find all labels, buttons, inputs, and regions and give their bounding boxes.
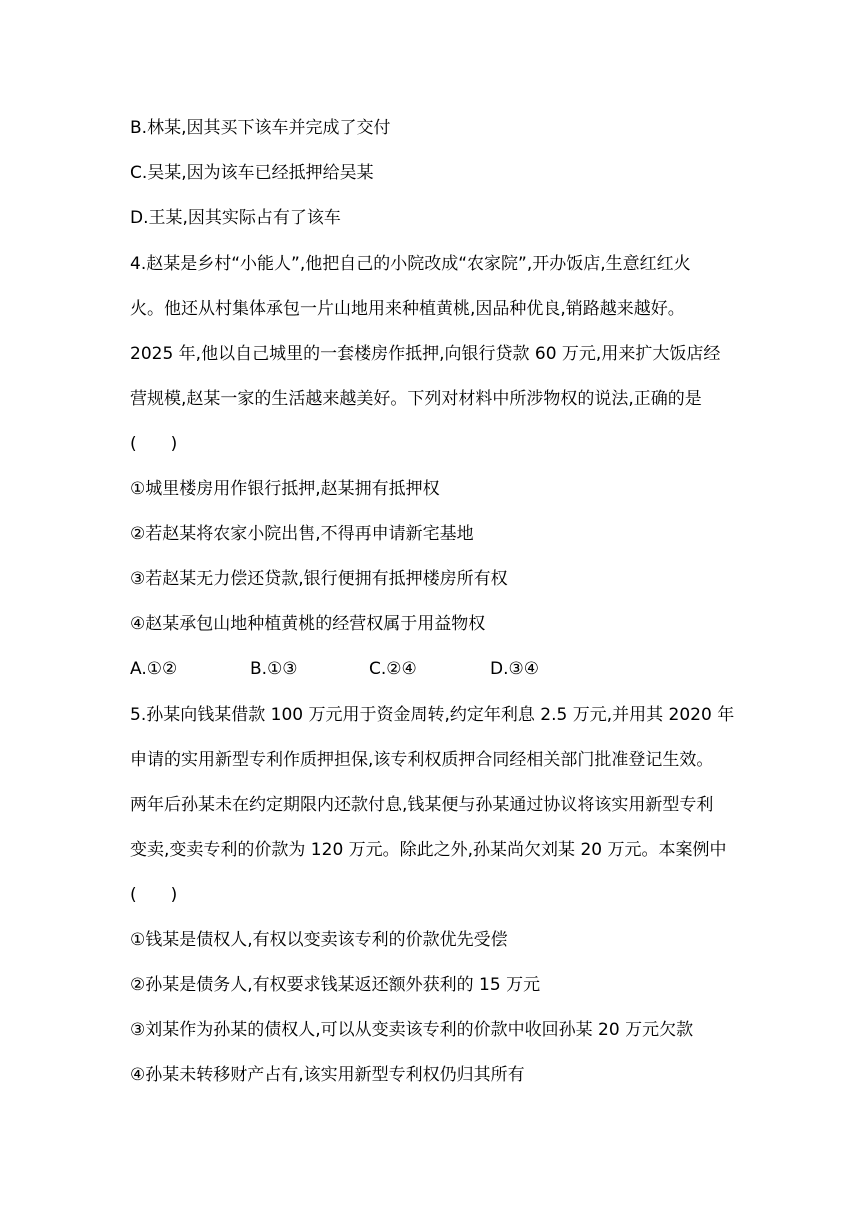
question-4-blank: ( ) bbox=[130, 434, 178, 454]
statement-2: ②若赵某将农家小院出售,不得再申请新宅基地 bbox=[130, 524, 474, 544]
q5-statement-3: ③刘某作为孙某的债权人,可以从变卖该专利的价款中收回孙某 20 万元欠款 bbox=[130, 1020, 694, 1040]
option-b-line: B.林某,因其买下该车并完成了交付 bbox=[130, 118, 391, 138]
question-5-line-2: 申请的实用新型专利作质押担保,该专利权质押合同经相关部门批准登记生效。 bbox=[130, 750, 714, 770]
q5-statement-2: ②孙某是债务人,有权要求钱某返还额外获利的 15 万元 bbox=[130, 975, 541, 995]
option-c-line: C.吴某,因为该车已经抵押给吴某 bbox=[130, 163, 374, 183]
question-5-line-4: 变卖,变卖专利的价款为 120 万元。除此之外,孙某尚欠刘某 20 万元。本案例中 bbox=[130, 840, 727, 860]
question-5-blank: ( ) bbox=[130, 885, 178, 905]
q5-statement-1: ①钱某是债权人,有权以变卖该专利的价款优先受偿 bbox=[130, 930, 508, 950]
statement-1: ①城里楼房用作银行抵押,赵某拥有抵押权 bbox=[130, 479, 440, 499]
q5-statement-4: ④孙某未转移财产占有,该实用新型专利权仍归其所有 bbox=[130, 1065, 525, 1085]
question-4-line-4: 营规模,赵某一家的生活越来越美好。下列对材料中所涉物权的说法,正确的是 bbox=[130, 389, 702, 409]
option-d-line: D.王某,因其实际占有了该车 bbox=[130, 208, 341, 228]
statement-4: ④赵某承包山地种植黄桃的经营权属于用益物权 bbox=[130, 614, 486, 634]
option-b: B.①③ bbox=[250, 659, 298, 679]
statement-3: ③若赵某无力偿还贷款,银行便拥有抵押楼房所有权 bbox=[130, 569, 508, 589]
option-d: D.③④ bbox=[490, 659, 539, 679]
question-5-line-3: 两年后孙某未在约定期限内还款付息,钱某便与孙某通过协议将该实用新型专利 bbox=[130, 795, 714, 815]
option-a: A.①② bbox=[130, 659, 178, 679]
question-4-line-3: 2025 年,他以自己城里的一套楼房作抵押,向银行贷款 60 万元,用来扩大饭店经 bbox=[130, 344, 721, 364]
question-4-line-2: 火。他还从村集体承包一片山地用来种植黄桃,因品种优良,销路越来越好。 bbox=[130, 299, 685, 319]
question-5-line-1: 5.孙某向钱某借款 100 万元用于资金周转,约定年利息 2.5 万元,并用其 2020 年 bbox=[130, 705, 735, 725]
option-c: C.②④ bbox=[369, 659, 417, 679]
question-4-line-1: 4.赵某是乡村“小能人”,他把自己的小院改成“农家院”,开办饭店,生意红红火 bbox=[130, 254, 691, 274]
